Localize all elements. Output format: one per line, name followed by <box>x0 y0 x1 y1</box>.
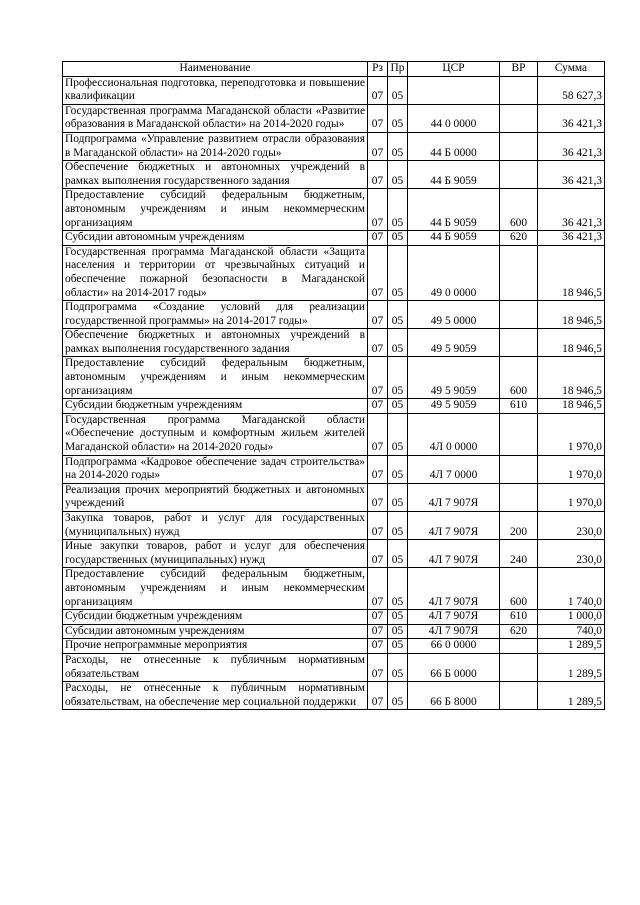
cell-pr: 05 <box>388 132 408 160</box>
table-row <box>63 399 605 414</box>
cell-pr: 05 <box>388 540 408 568</box>
cell-rz: 07 <box>368 76 388 104</box>
cell-sum: 1 289,5 <box>538 682 605 710</box>
cell-csr: 49 5 0000 <box>408 301 500 329</box>
cell-rz: 07 <box>368 245 388 300</box>
cell-pr: 05 <box>388 161 408 189</box>
table-row <box>63 483 605 511</box>
cell-vr: 610 <box>500 399 538 414</box>
cell-sum: 36 421,3 <box>538 231 605 246</box>
cell-pr: 05 <box>388 104 408 132</box>
cell-rz: 07 <box>368 301 388 329</box>
cell-vr <box>500 76 538 104</box>
cell-sum: 1 970,0 <box>538 413 605 455</box>
table-row <box>63 512 605 540</box>
cell-csr: 49 5 9059 <box>408 357 500 399</box>
cell-sum: 1 970,0 <box>538 455 605 483</box>
cell-name: Подпрограмма «Управление развитием отрасли образования в Магаданской области» на 2014-2020 годы» <box>63 132 368 160</box>
cell-sum: 36 421,3 <box>538 132 605 160</box>
cell-csr <box>408 76 500 104</box>
cell-name: Государственная программа Магаданской области «Развитие образования в Магаданской области» на 2014-2020 годы» <box>63 104 368 132</box>
cell-rz: 07 <box>368 483 388 511</box>
table-row <box>63 624 605 639</box>
cell-pr: 05 <box>388 413 408 455</box>
cell-sum: 36 421,3 <box>538 189 605 231</box>
cell-csr: 4Л 7 907Я <box>408 540 500 568</box>
cell-sum: 1 289,5 <box>538 653 605 681</box>
cell-vr <box>500 413 538 455</box>
cell-csr: 4Л 7 907Я <box>408 610 500 625</box>
cell-rz: 07 <box>368 231 388 246</box>
cell-rz: 07 <box>368 624 388 639</box>
header-csr: ЦСР <box>408 62 500 77</box>
header-vr: ВР <box>500 62 538 77</box>
table-row <box>63 610 605 625</box>
cell-pr: 05 <box>388 512 408 540</box>
cell-sum: 36 421,3 <box>538 104 605 132</box>
cell-vr <box>500 483 538 511</box>
cell-sum: 18 946,5 <box>538 399 605 414</box>
table-row <box>63 455 605 483</box>
cell-rz: 07 <box>368 682 388 710</box>
cell-vr: 610 <box>500 610 538 625</box>
table-row <box>63 161 605 189</box>
header-name: Наименование <box>63 62 368 77</box>
cell-rz: 07 <box>368 568 388 610</box>
cell-sum: 1 740,0 <box>538 568 605 610</box>
cell-csr: 4Л 7 907Я <box>408 512 500 540</box>
cell-name: Субсидии бюджетным учреждениям <box>63 610 368 625</box>
cell-name: Подпрограмма «Кадровое обеспечение задач строительства» на 2014-2020 годы» <box>63 455 368 483</box>
cell-vr <box>500 132 538 160</box>
cell-vr: 600 <box>500 189 538 231</box>
cell-sum: 18 946,5 <box>538 245 605 300</box>
cell-pr: 05 <box>388 568 408 610</box>
cell-rz: 07 <box>368 540 388 568</box>
table-row <box>63 189 605 231</box>
table-row <box>63 540 605 568</box>
cell-name: Субсидии автономным учреждениям <box>63 624 368 639</box>
cell-pr: 05 <box>388 653 408 681</box>
header-sum: Сумма <box>538 62 605 77</box>
cell-pr: 05 <box>388 301 408 329</box>
cell-name: Профессиональная подготовка, переподготовка и повышение квалификации <box>63 76 368 104</box>
cell-pr: 05 <box>388 245 408 300</box>
cell-csr: 66 Б 0000 <box>408 653 500 681</box>
cell-name: Обеспечение бюджетных и автономных учреждений в рамках выполнения государственного задания <box>63 329 368 357</box>
table-row <box>63 568 605 610</box>
cell-name: Подпрограмма «Создание условий для реализации государственной программы» на 2014-2017 годы» <box>63 301 368 329</box>
budget-table <box>62 61 605 710</box>
table-row <box>63 413 605 455</box>
table-row <box>63 132 605 160</box>
cell-vr <box>500 682 538 710</box>
table-row <box>63 301 605 329</box>
cell-pr: 05 <box>388 483 408 511</box>
cell-pr: 05 <box>388 76 408 104</box>
cell-csr: 44 Б 9059 <box>408 189 500 231</box>
cell-vr <box>500 329 538 357</box>
cell-rz: 07 <box>368 610 388 625</box>
table-row <box>63 653 605 681</box>
cell-vr <box>500 161 538 189</box>
cell-sum: 18 946,5 <box>538 329 605 357</box>
cell-csr: 4Л 7 907Я <box>408 483 500 511</box>
cell-sum: 230,0 <box>538 540 605 568</box>
cell-rz: 07 <box>368 161 388 189</box>
table-row <box>63 245 605 300</box>
cell-csr: 4Л 7 907Я <box>408 624 500 639</box>
cell-pr: 05 <box>388 329 408 357</box>
cell-name: Расходы, не отнесенные к публичным нормативным обязательствам <box>63 653 368 681</box>
cell-vr <box>500 455 538 483</box>
cell-name: Предоставление субсидий федеральным бюджетным, автономным учреждениям и иным некоммерческим организациям <box>63 568 368 610</box>
cell-rz: 07 <box>368 104 388 132</box>
cell-vr <box>500 104 538 132</box>
cell-name: Расходы, не отнесенные к публичным нормативным обязательствам, на обеспечение мер социальной поддержки <box>63 682 368 710</box>
header-rz: Рз <box>368 62 388 77</box>
cell-name: Государственная программа Магаданской области «Защита населения и территории от чрезвычайных ситуаций и обеспечение пожарной безопасности в Магаданской области» на 2014-2017 годы» <box>63 245 368 300</box>
cell-csr: 66 Б 8000 <box>408 682 500 710</box>
cell-rz: 07 <box>368 639 388 654</box>
table-row <box>63 329 605 357</box>
cell-csr: 49 0 0000 <box>408 245 500 300</box>
cell-vr <box>500 639 538 654</box>
table-row <box>63 357 605 399</box>
cell-name: Обеспечение бюджетных и автономных учреждений в рамках выполнения государственного задания <box>63 161 368 189</box>
cell-sum: 18 946,5 <box>538 357 605 399</box>
cell-name: Государственная программа Магаданской области «Обеспечение доступным и комфортным жильем жителей Магаданской области» на 2014-2020 годы» <box>63 413 368 455</box>
cell-vr: 620 <box>500 231 538 246</box>
cell-vr <box>500 245 538 300</box>
cell-pr: 05 <box>388 610 408 625</box>
cell-vr: 240 <box>500 540 538 568</box>
cell-pr: 05 <box>388 231 408 246</box>
table-header-row <box>63 62 605 77</box>
cell-name: Субсидии автономным учреждениям <box>63 231 368 246</box>
cell-vr: 600 <box>500 357 538 399</box>
cell-pr: 05 <box>388 624 408 639</box>
cell-vr: 200 <box>500 512 538 540</box>
cell-rz: 07 <box>368 512 388 540</box>
cell-csr: 4Л 7 0000 <box>408 455 500 483</box>
table-row <box>63 682 605 710</box>
cell-rz: 07 <box>368 357 388 399</box>
cell-name: Предоставление субсидий федеральным бюджетным, автономным учреждениям и иным некоммерческим организациям <box>63 189 368 231</box>
cell-sum: 1 970,0 <box>538 483 605 511</box>
cell-sum: 58 627,3 <box>538 76 605 104</box>
cell-name: Реализация прочих мероприятий бюджетных и автономных учреждений <box>63 483 368 511</box>
cell-name: Субсидии бюджетным учреждениям <box>63 399 368 414</box>
cell-csr: 49 5 9059 <box>408 329 500 357</box>
cell-pr: 05 <box>388 357 408 399</box>
cell-csr: 49 5 9059 <box>408 399 500 414</box>
cell-sum: 36 421,3 <box>538 161 605 189</box>
cell-csr: 44 Б 9059 <box>408 231 500 246</box>
cell-csr: 44 Б 0000 <box>408 132 500 160</box>
cell-name: Закупка товаров, работ и услуг для государственных (муниципальных) нужд <box>63 512 368 540</box>
cell-rz: 07 <box>368 189 388 231</box>
cell-sum: 18 946,5 <box>538 301 605 329</box>
cell-rz: 07 <box>368 399 388 414</box>
cell-rz: 07 <box>368 455 388 483</box>
cell-csr: 44 Б 9059 <box>408 161 500 189</box>
cell-csr: 44 0 0000 <box>408 104 500 132</box>
cell-sum: 1 000,0 <box>538 610 605 625</box>
cell-vr <box>500 301 538 329</box>
cell-pr: 05 <box>388 682 408 710</box>
cell-sum: 230,0 <box>538 512 605 540</box>
header-pr: Пр <box>388 62 408 77</box>
cell-rz: 07 <box>368 329 388 357</box>
cell-rz: 07 <box>368 132 388 160</box>
table-row <box>63 76 605 104</box>
table-row <box>63 231 605 246</box>
cell-pr: 05 <box>388 455 408 483</box>
cell-vr <box>500 653 538 681</box>
cell-name: Прочие непрограммные мероприятия <box>63 639 368 654</box>
cell-csr: 4Л 0 0000 <box>408 413 500 455</box>
cell-sum: 740,0 <box>538 624 605 639</box>
cell-csr: 66 0 0000 <box>408 639 500 654</box>
cell-rz: 07 <box>368 413 388 455</box>
cell-vr: 620 <box>500 624 538 639</box>
cell-name: Предоставление субсидий федеральным бюджетным, автономным учреждениям и иным некоммерческим организациям <box>63 357 368 399</box>
cell-sum: 1 289,5 <box>538 639 605 654</box>
cell-rz: 07 <box>368 653 388 681</box>
table-row <box>63 104 605 132</box>
cell-pr: 05 <box>388 639 408 654</box>
cell-name: Иные закупки товаров, работ и услуг для обеспечения государственных (муниципальных) нужд <box>63 540 368 568</box>
cell-vr: 600 <box>500 568 538 610</box>
table-row <box>63 639 605 654</box>
cell-pr: 05 <box>388 189 408 231</box>
cell-pr: 05 <box>388 399 408 414</box>
cell-csr: 4Л 7 907Я <box>408 568 500 610</box>
